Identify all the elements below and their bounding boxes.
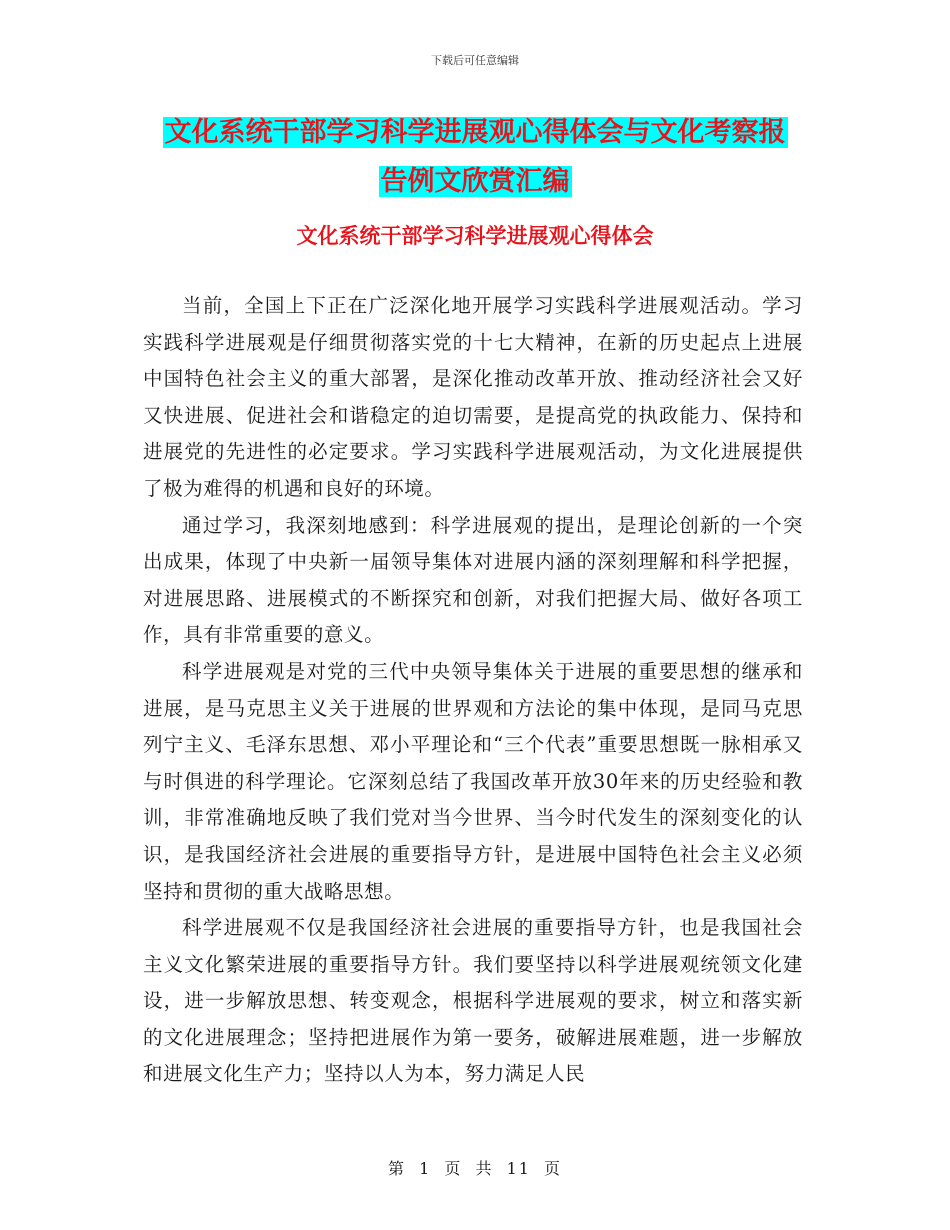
paragraph: 通过学习，我深刻地感到：科学进展观的提出，是理论创新的一个突出成果，体现了中央新一届领导集体对进展内涵的深刻理解和科学把握，对进展思路、进展模式的不断探究和创新，对我们把握大局、做好各项工作，具有非常重要的意义。 xyxy=(143,513,803,647)
page-header-note: 下载后可任意编辑 xyxy=(431,54,519,67)
paragraph: 科学进展观是对党的三代中央领导集体关于进展的重要思想的继承和进展，是马克思主义关于进展的世界观和方法论的集中体现，是同马克思列宁主义、毛泽东思想、邓小平理论和“三个代表”重要思想既一脉相承又与时俱进的科学理论。它深刻总结了我国改革开放30年来的历史经验和教训，非常准确地反映了我们党对当今世界、当今时代发生的深刻变化的认识，是我国经济社会进展的重要指导方针，是进展中国特色社会主义必须坚持和贯彻的重大战略思想。 xyxy=(143,659,803,903)
footer-total-pages: 11 xyxy=(506,1159,531,1178)
footer-page-number: 1 xyxy=(419,1159,432,1178)
document-title xyxy=(140,108,810,206)
document-body xyxy=(143,288,803,1093)
section-title: 文化系统干部学习科学进展观心得体会 xyxy=(296,223,654,248)
footer-label-pages: 页 xyxy=(544,1159,563,1178)
paragraph: 当前，全国上下正在广泛深化地开展学习实践科学进展观活动。学习实践科学进展观是仔细贯彻落实党的十七大精神，在新的历史起点上进展中国特色社会主义的重大部署，是深化推动改革开放、推动经济社会又好又快进展、促进社会和谐稳定的迫切需要，是提高党的执政能力、保持和进展党的先进性的必定要求。学习实践科学进展观活动，为文化进展提供了极为难得的机遇和良好的环境。 xyxy=(143,294,803,500)
document-title-line-2: 告例文欣赏汇编 xyxy=(380,166,570,197)
page-footer xyxy=(0,1156,950,1179)
document-title-line-1: 文化系统干部学习科学进展观心得体会与文化考察报 xyxy=(164,117,786,148)
footer-label-page: 第 xyxy=(387,1159,406,1178)
footer-label-of: 页 xyxy=(444,1159,463,1178)
paragraph: 科学进展观不仅是我国经济社会进展的重要指导方针，也是我国社会主义文化繁荣进展的重要指导方针。我们要坚持以科学进展观统领文化建设，进一步解放思想、转变观念，根据科学进展观的要求，树立和落实新的文化进展理念；坚持把进展作为第一要务，破解进展难题，进一步解放和进展文化生产力；坚持以人为本，努力满足人民 xyxy=(143,916,803,1086)
footer-label-total: 共 xyxy=(475,1159,494,1178)
